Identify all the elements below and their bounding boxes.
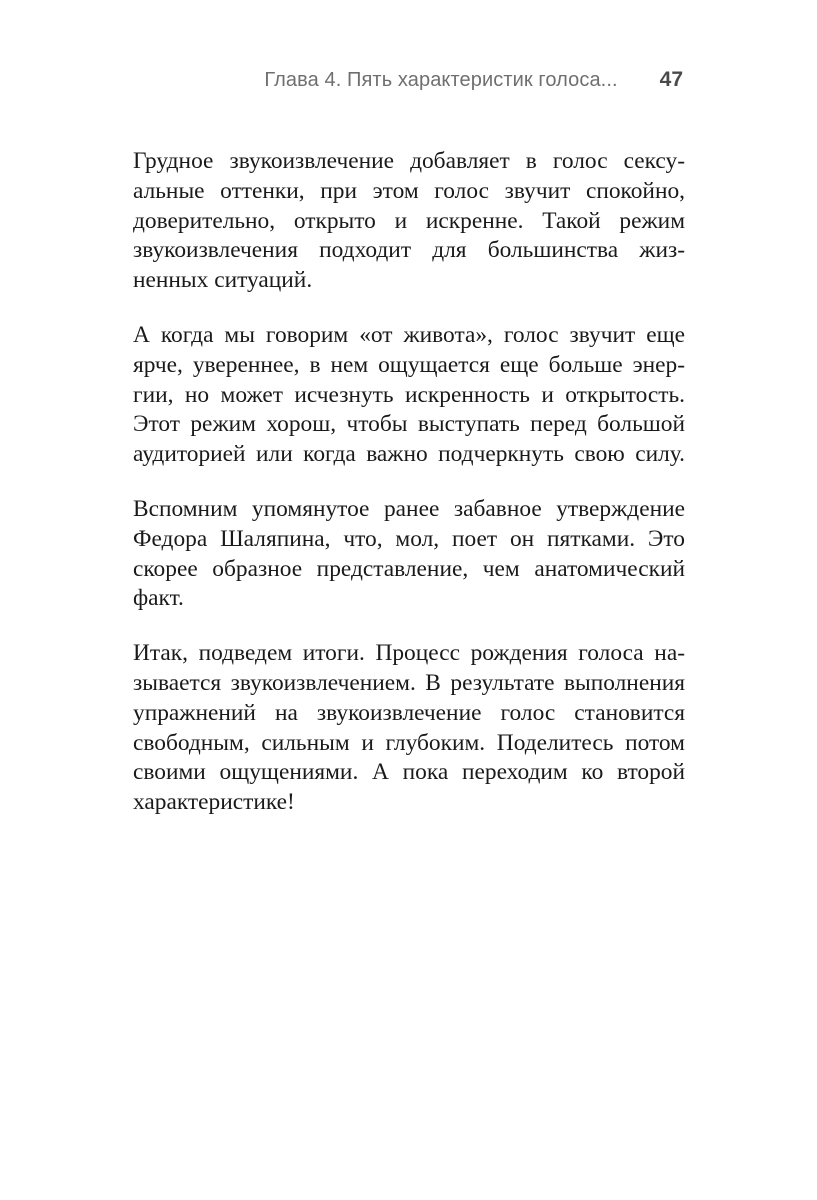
text-line: факт.: [133, 585, 184, 612]
running-head: [133, 68, 683, 92]
paragraph: [133, 321, 685, 470]
text-line: аудиторией или когда важно подчеркнуть свою силу.: [133, 441, 685, 468]
text-line: упражнений на звукоизвлечение голос становится: [133, 699, 685, 726]
text-line: доверительно, открыто и искренне. Такой режим: [133, 207, 685, 234]
paragraph: [133, 495, 685, 614]
text-line: Этот режим хорош, чтобы выступать перед большой: [133, 411, 685, 438]
text-line: зывается звукоизвлечением. В результате выполнения: [133, 669, 685, 696]
text-line: ярче, увереннее, в нем ощущается еще больше энер-: [133, 351, 685, 378]
text-line: гии, но может исчезнуть искренность и открытость.: [133, 381, 685, 408]
text-line: Грудное звукоизвлечение добавляет в голос сексу-: [133, 148, 685, 174]
page-number: 47: [659, 68, 683, 91]
text-line: звукоизвлечения подходит для большинства жиз-: [133, 237, 685, 264]
text-line: своими ощущениями. А пока переходим ко второй: [133, 759, 685, 786]
running-title: Глава 4. Пять характеристик голоса...: [264, 69, 618, 91]
text-line: Итак, подведем итоги. Процесс рождения голоса на-: [133, 640, 685, 667]
text-line: характеристике!: [133, 789, 295, 816]
text-line: свободным, сильным и глубоким. Поделитесь потом: [133, 729, 685, 756]
paragraph: [133, 147, 685, 296]
text-line: Федора Шаляпина, что, мол, поет он пятками. Это: [133, 525, 685, 552]
text-line: скорее образное представление, чем анатомический: [133, 555, 685, 582]
text-line: Вспомним упомянутое ранее забавное утверждение: [133, 495, 685, 522]
paragraph: [133, 639, 685, 818]
text-line: ненных ситуаций.: [133, 267, 313, 294]
text-line: А когда мы говорим «от живота», голос звучит еще: [133, 321, 685, 348]
text-line: альные оттенки, при этом голос звучит спокойно,: [133, 177, 685, 204]
body-text: [133, 147, 685, 843]
